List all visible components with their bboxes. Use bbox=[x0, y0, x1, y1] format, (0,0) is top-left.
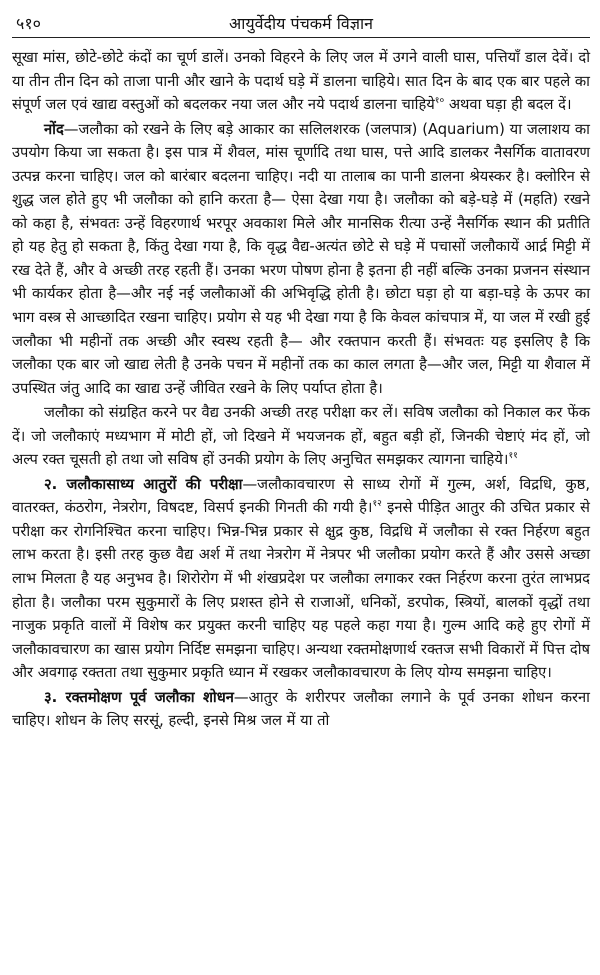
paragraph-4-text: —जलौकावचारण से साध्य रोगों में गुल्म, अर्श, विद्रधि, कुष्ठ, वातरक्त, कंठरोग, नेत्ररोग, विषदष्ट, विसर्प इनकी गिनती की गयी है। bbox=[12, 475, 590, 517]
footnote-marker: १२ bbox=[372, 499, 382, 510]
paragraph-5-lead: ३. रक्तमोक्षण पूर्व जलौका शोधन bbox=[44, 688, 234, 706]
paragraph-2-lead: नोंद bbox=[44, 120, 64, 138]
paragraph-1-text: सूखा मांस, छोटे-छोटे कंदों का चूर्ण डालें। उनको विहरने के लिए जल में उगने वाली घास, पत्तियाँ डाल देवें। दो या तीन तीन दिन को ताजा पानी और खाने के पदार्थ घड़े में डालना चाहिये। सात दिन के बाद एक बार पहले का संपूर्ण जल एवं खाद्य वस्तुओं को बदलकर नया जल और नये पदार्थ डालना चाहिये bbox=[12, 49, 590, 114]
header-rule bbox=[12, 37, 590, 38]
page-header bbox=[12, 0, 590, 38]
paragraph-2 bbox=[12, 118, 590, 401]
page-number: ५१० bbox=[16, 14, 41, 33]
paragraph-1-tail: अथवा घड़ा ही बदल दें। bbox=[444, 96, 572, 114]
paragraph-4 bbox=[12, 473, 590, 685]
footnote-marker: १० bbox=[434, 96, 445, 107]
footnote-marker: ११ bbox=[508, 451, 518, 462]
paragraph-3 bbox=[12, 401, 590, 472]
paragraph-1 bbox=[12, 46, 590, 117]
paragraph-4-lead: २. जलौकासाध्य आतुरों की परीक्षा bbox=[44, 475, 243, 493]
paragraph-5 bbox=[12, 686, 590, 733]
paragraph-2-text: —जलौका को रखने के लिए बड़े आकार का सलिलशरक (जलपात्र) (Aquarium) या जलाशय का उपयोग किया जा सकता है। इस पात्र में शैवल, मांस चूर्णादि तथा घास, पत्ते आदि डालकर नैसर्गिक वातावरण उत्पन्न करना चाहिए। जल को बारंबार बदलना चाहिए। नदी या तालाब का पानी डालना श्रेयस्कर है। क्लोरिन से शुद्ध जल होते हुए भी जलौका को हानि करता है— ऐसा देखा गया है। जलौका को बड़े-घड़े में (महति) रखने को कहा है, संभवतः उन्हें विहरणार्थ भरपूर अवकाश मिले और मानसिक रीत्या उन्हें नैसर्गिक स्थान की प्रतीति हो यह हेतु हो सकता है, किंतु देखा गया है, कि वृद्ध वैद्य-अत्यंत छोटे से घड़े में पचासों जलौकायें आर्द्र मिट्टी में रख देते हैं, और वे अच्छी तरह रहती हैं। उनका भरण पोषण होना है इतना ही नहीं बल्कि उनका प्रजनन संस्थान भी कार्यकर होता है—और नई नई जलौकाओं की अभिवृद्धि होती है। छोटा घड़ा हो या बड़ा-घड़े के ऊपर का भाग वस्त्र से आच्छादित रखना चाहिए। प्रयोग से यह भी देखा गया है कि केवल कांचपात्र में, या जल में रखी हुई जलौका भी महीनों तक अच्छी और स्वस्थ रहती है— और रक्तपान करती हैं। संभवतः यह इसलिए है कि जलौका एक बार जो खाद्य लेती है उनके पचन में महीनों तक का काल लगता है—और जल, मिट्टी या शैवाल में उपस्थित जंतु आदि का खाद्य उन्हें जीवित रखने के लिए पर्याप्त होता है। bbox=[12, 120, 590, 397]
paragraph-5-text: —आतुर के शरीरपर जलौका लगाने के पूर्व उनका शोधन करना चाहिए। शोधन के लिए सरसूं, हल्दी, इनसे मिश्र जल में या तो bbox=[12, 688, 590, 730]
running-title: आयुर्वेदीय पंचकर्म विज्ञान bbox=[228, 14, 374, 33]
page-body bbox=[12, 38, 590, 733]
paragraph-4-tail: इनसे पीड़ित आतुर की उचित प्रकार से परीक्षा कर रोगनिश्चित करना चाहिए। भिन्न-भिन्न प्रकार से क्षुद्र कुष्ठ, विद्रधि में जलौका से रक्त निर्हरण बहुत लाभ करता है। इसी तरह कुछ वैद्य अर्श में तथा नेत्ररोग में नेत्रपर भी जलौका प्रयोग करते हैं और उससे अच्छा लाभ मिलता है यह अनुभव है। शिरोरोग में भी शंखप्रदेश पर जलौका लगाकर रक्त निर्हरण करना तुरंत लाभप्रद होता है। जलौका परम सुकुमारों के लिए प्रशस्त होने से राजाओं, धनिकों, डरपोक, स्त्रियों, बालकों वृद्धों तथा नाजुक प्रकृति वालों में विशेष कर प्रयुक्त करनी चाहिए यह पहले कहा गया है। गुल्म आदि कहे हुए रोगों में जलौकावचारण का खास प्रयोग निर्दिष्ट समझना चाहिए। अन्यथा रक्तमोक्षणार्थ रक्तज सभी विकारों में पित्त दोष और अवगाढ़ रक्तता तथा सुकुमार प्रकृति ध्यान में रखकर जलौकावचारण के लिए योग्य समझना चाहिए। bbox=[12, 499, 590, 682]
paragraph-3-text: जलौका को संग्रहित करने पर वैद्य उनकी अच्छी तरह परीक्षा कर लें। सविष जलौका को निकाल कर फेंक दें। जो जलौकाएं मध्यभाग में मोटी हों, जो दिखने में भयजनक हों, बहुत बड़ी हों, जिनकी चेष्टाएं मंद हों, जो अल्प रक्त चूसती हो तथा जो सविष हों उनकी प्रयोग के लिए अनुचित समझकर त्यागना चाहिये। bbox=[12, 404, 590, 469]
